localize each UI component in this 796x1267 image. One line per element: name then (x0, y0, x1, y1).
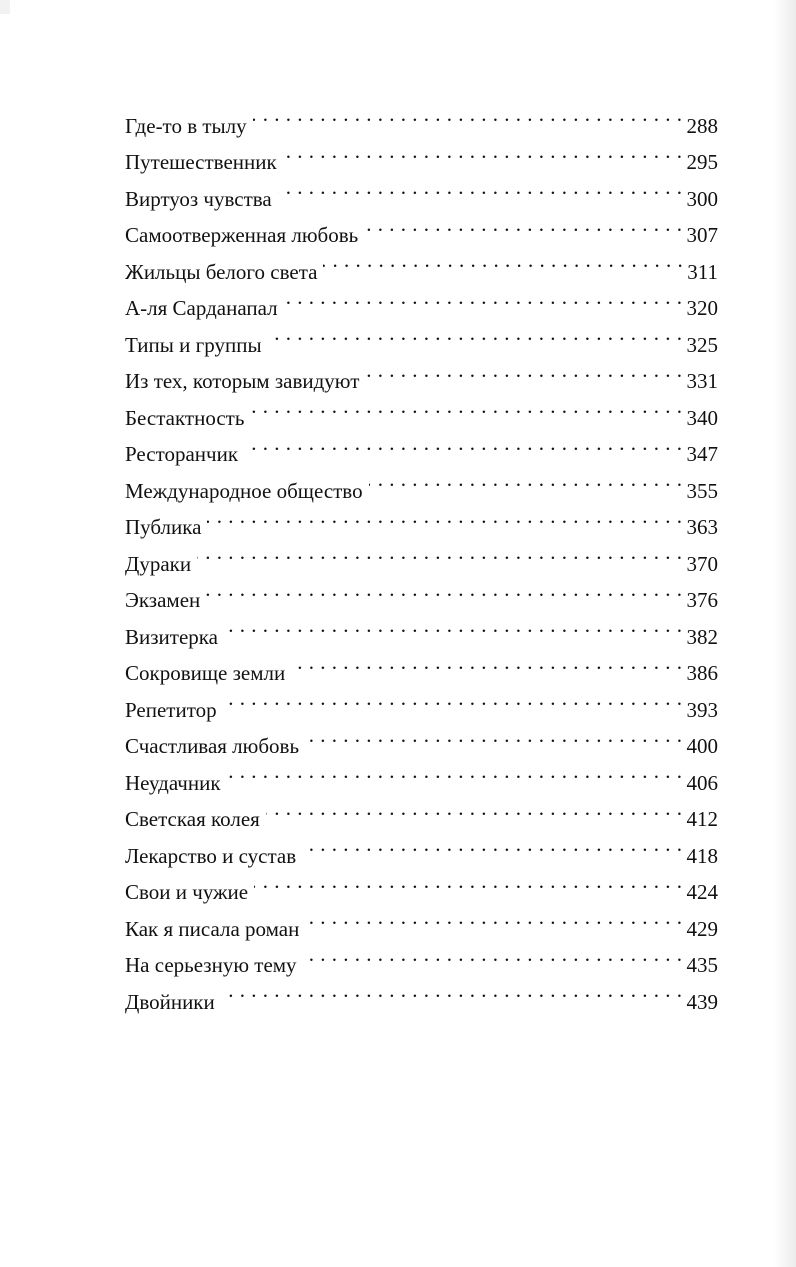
toc-entry-title: Экзамен (125, 588, 201, 612)
toc-entry-title: Где-то в тылу (125, 113, 247, 138)
toc-entry (125, 607, 718, 649)
toc-entry-title: Лекарство и сустав (125, 843, 297, 868)
toc-dot-leader (268, 315, 683, 352)
toc-dot-leader (364, 206, 682, 243)
toc-entry-title: На серьезную тему (125, 953, 297, 977)
toc-entry-title: Репетитор (125, 697, 217, 722)
toc-entry-page-number: 347 (686, 442, 718, 466)
toc-dot-leader (303, 936, 683, 973)
toc-dot-leader (250, 388, 682, 425)
toc-entry-title: Светская колея (125, 807, 260, 831)
toc-dot-leader (227, 753, 683, 790)
toc-entry-title: Международное общество (125, 478, 363, 503)
toc-dot-leader (223, 680, 683, 717)
toc-entry-page-number: 429 (686, 916, 718, 941)
table-of-contents (125, 96, 718, 1014)
toc-entry-page-number: 424 (686, 880, 718, 904)
page-edge-shadow (774, 0, 796, 1267)
toc-entry-page-number: 382 (686, 624, 718, 649)
toc-entry-page-number: 386 (686, 661, 718, 685)
toc-entry-page-number: 363 (686, 515, 718, 539)
toc-entry-title: Виртуоз чувства (125, 186, 272, 211)
toc-dot-leader (291, 644, 682, 681)
toc-dot-leader (283, 133, 683, 170)
toc-entry-page-number: 435 (686, 953, 718, 977)
toc-dot-leader (197, 534, 682, 571)
page-corner-mark (0, 0, 10, 14)
toc-dot-leader (221, 972, 683, 1009)
toc-entry-page-number: 412 (686, 807, 718, 831)
toc-entry-page-number: 307 (686, 223, 718, 247)
toc-dot-leader (266, 790, 683, 827)
toc-entry (125, 96, 718, 138)
toc-entry-page-number: 320 (686, 296, 718, 320)
toc-dot-leader (254, 863, 682, 900)
toc-entry-page-number: 400 (686, 734, 718, 758)
toc-entry-title: Бестактность (125, 405, 245, 430)
toc-entry (125, 571, 718, 612)
toc-entry-page-number: 355 (686, 478, 718, 503)
toc-entry-page-number: 325 (686, 332, 718, 357)
toc-entry-title: Типы и группы (125, 332, 262, 357)
toc-dot-leader (369, 461, 683, 498)
toc-dot-leader (305, 717, 682, 754)
toc-entry-title: Неудачник (125, 770, 221, 795)
toc-entry-page-number: 300 (686, 186, 718, 211)
toc-entry-page-number: 406 (686, 770, 718, 795)
toc-entry-title: Ресторанчик (125, 442, 239, 466)
toc-entry-page-number: 418 (686, 843, 718, 868)
toc-dot-leader (365, 352, 682, 389)
toc-entry (125, 498, 718, 539)
toc-entry-page-number: 331 (686, 369, 718, 393)
toc-entry-title: Счастливая любовь (125, 734, 300, 758)
toc-entry-page-number: 370 (686, 551, 718, 576)
toc-entry-page-number: 393 (686, 697, 718, 722)
toc-entry-title: Как я писала роман (125, 916, 300, 941)
toc-entry-title: Сокровище земли (125, 661, 286, 685)
toc-dot-leader (302, 826, 682, 863)
toc-entry-title: Дураки (125, 551, 192, 576)
toc-dot-leader (323, 242, 683, 279)
toc-entry-page-number: 295 (686, 150, 718, 174)
toc-dot-leader (207, 498, 682, 535)
toc-entry-title: Жильцы белого света (125, 259, 318, 284)
toc-entry-title: Самоотверженная любовь (125, 223, 359, 247)
toc-entry-page-number: 376 (686, 588, 718, 612)
toc-dot-leader (305, 899, 682, 936)
toc-dot-leader (224, 607, 683, 644)
toc-entry (125, 534, 718, 576)
toc-dot-leader (278, 169, 683, 206)
toc-dot-leader (253, 96, 683, 133)
toc-dot-leader (206, 571, 682, 608)
toc-entry-page-number: 439 (686, 989, 718, 1014)
toc-entry-title: Из тех, которым завидуют (125, 369, 360, 393)
toc-entry-title: А-ля Сарданапал (125, 296, 278, 320)
toc-entry-title: Публика (125, 515, 202, 539)
toc-entry-title: Путешественник (125, 150, 277, 174)
toc-entry-title: Визитерка (125, 624, 218, 649)
toc-entry-title: Свои и чужие (125, 880, 249, 904)
toc-dot-leader (244, 425, 682, 462)
toc-entry-title: Двойники (125, 989, 215, 1014)
toc-entry-page-number: 311 (687, 259, 718, 284)
toc-entry-page-number: 288 (686, 113, 718, 138)
toc-dot-leader (284, 279, 683, 316)
toc-entry-page-number: 340 (686, 405, 718, 430)
